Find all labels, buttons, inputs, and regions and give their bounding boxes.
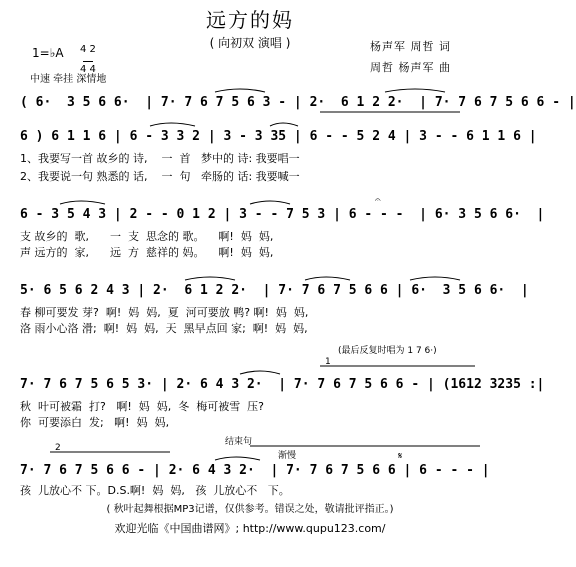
site-credit: 欢迎光临《中国曲谱网》; http://www.qupu123.com/ (114, 522, 386, 535)
lyrics-row-4-verse-1: 春 柳可要发 芽? 啊! 妈 妈, 夏 河可要放 鸭? 啊! 妈 妈, (20, 306, 309, 319)
notes-row-3: 6 - 3 5 4 3 | 2 - - 0 1 2 | 3 - - 7 5 3 | 6 - - - | 6· 3 5 6 6· | (20, 207, 545, 222)
lyrics-row-6: 孩 儿放心不 下。D.S.啊! 妈 妈, 孩 儿放心不 下。 (20, 484, 290, 497)
score-row-4 (20, 282, 529, 304)
slurs-row-1 (20, 94, 576, 116)
lyricist-credit: 杨声军 周哲 词 (370, 40, 451, 53)
slurs-row-5 (20, 357, 545, 398)
slurs-row-3 (20, 195, 545, 228)
meter-divider (83, 61, 93, 62)
lyrics-row-5-verse-2: 你 可要添白 发; 啊! 妈 妈, (20, 416, 170, 429)
score-row-2 (20, 128, 537, 150)
svg-text:1: 1 (325, 357, 331, 367)
performer-line: ( 向初双 演唱 ) (209, 36, 291, 50)
lyrics-row-3-verse-2: 声 远方的 家, 远 方 慈祥的 妈。 啊! 妈 妈, (20, 246, 274, 259)
notes-row-5: 7· 7 6 7 5 6 5 3· | 2· 6 4 3 2· | 7· 7 6 7 5 6 6 - | (1612 3235 :| (20, 377, 545, 392)
meter-bottom: 4 4 (80, 64, 96, 75)
svg-text:2: 2 (55, 443, 61, 453)
score-row-1 (20, 94, 576, 116)
composer-credit: 周哲 杨声军 曲 (370, 61, 451, 74)
ending-label: 结束句 (225, 437, 253, 447)
lyrics-row-4-verse-2: 洛 雨小心洛 滑; 啊! 妈 妈, 天 黑早点回 家; 啊! 妈 妈, (20, 322, 308, 335)
notes-row-4: 5· 6 5 6 2 4 3 | 2· 6 1 2 2· | 7· 7 6 7 5 6 6 | 6· 3 5 6 6· | (20, 283, 529, 298)
lyrics-row-2-verse-1: 1、我要写一首 故乡的 诗, 一 首 梦中的 诗: 我要唱一 (20, 152, 300, 165)
key-signature: 1=♭A (32, 46, 64, 60)
lyrics-row-2-verse-2: 2、我要说一句 熟悉的 话, 一 句 牵肠的 话: 我要喊一 (20, 170, 300, 183)
ritardando-label: 渐慢 (278, 451, 297, 461)
tempo-marking: 中速 牵挂 深情地 (30, 74, 107, 85)
notes-row-2: 6 ) 6 1 1 6 | 6 - 3 3 2 | 3 - 3 35 | 6 - - 5 2 4 | 3 - - 6 1 1 6 | (20, 129, 537, 144)
meter-top: 4 2 (80, 44, 96, 55)
transcription-note: ( 秋叶起舞根据MP3记谱，仅供参考。错误之处，敬请批评指正。) (106, 504, 394, 515)
lyrics-row-5-verse-1: 秋 叶可被霜 打? 啊! 妈 妈, 冬 梅可被雪 压? (20, 400, 265, 413)
notes-row-6: 7· 7 6 7 5 6 6 - | 2· 6 4 3 2· | 7· 7 6 7 5 6 6 | 6 - - - | (20, 463, 490, 478)
lyrics-row-3-verse-1: 支 故乡的 歌, 一 支 思念的 歌。 啊! 妈 妈, (20, 230, 274, 243)
slurs-row-4 (20, 282, 529, 304)
song-title: 远方的妈 (206, 8, 294, 32)
slurs-row-2 (20, 128, 537, 150)
score-row-3 (20, 195, 545, 228)
svg-text:𝄋: 𝄋 (398, 451, 403, 462)
svg-text:𝄐: 𝄐 (375, 195, 381, 206)
repeat-note: (最后反复时唱为 1 7 6·) (338, 346, 437, 356)
notes-row-1: ( 6· 3 5 6 6· | 7· 7 6 7 5 6 3 - | 2· 6 1 2 2· | 7· 7 6 7 5 6 6 - | (20, 95, 576, 110)
score-row-5 (20, 357, 545, 398)
